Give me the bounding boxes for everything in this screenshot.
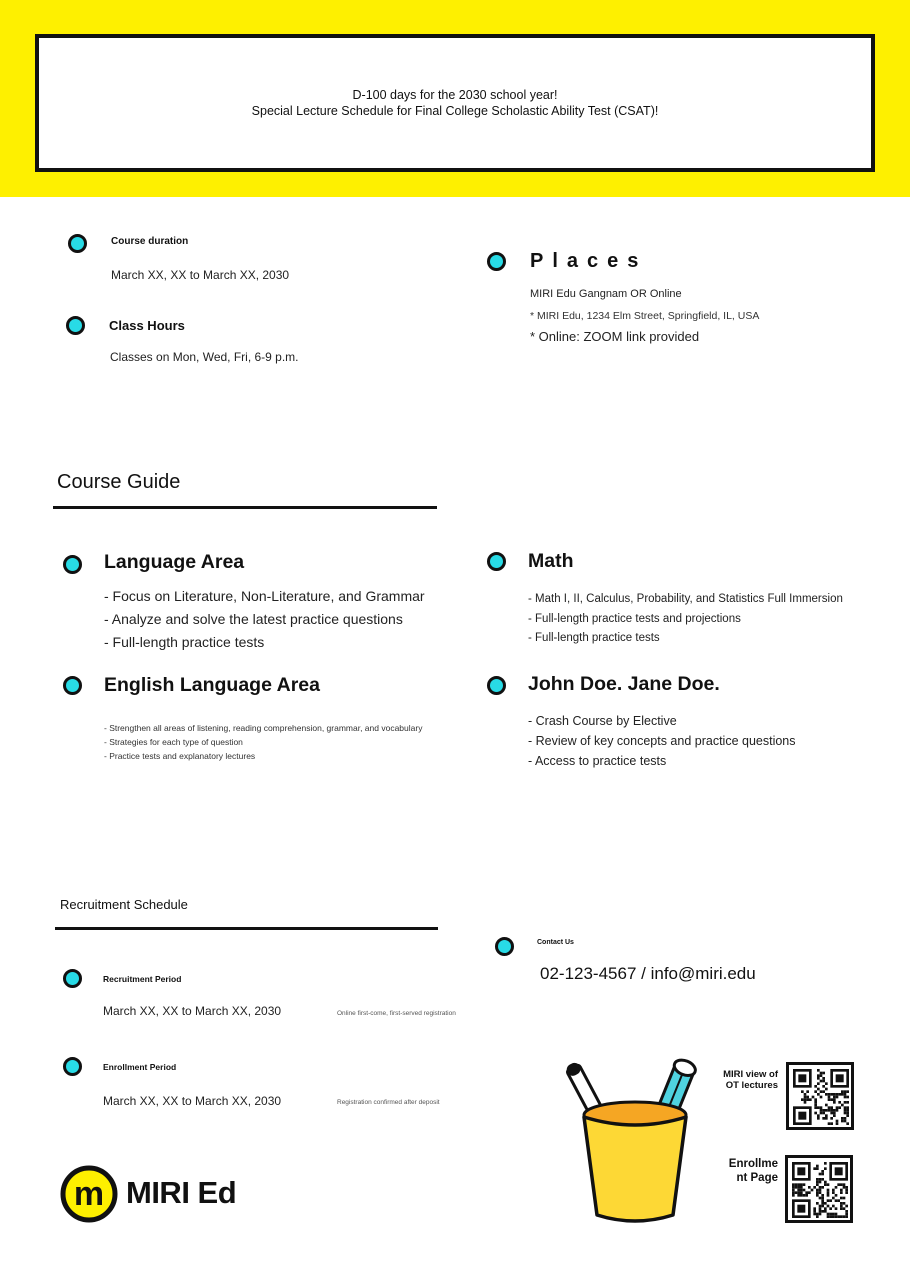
recruitment-divider (55, 927, 438, 930)
recruitment-period-note: Online first-come, first-served registration (337, 1010, 456, 1017)
banner-line-1: D-100 days for the 2030 school year! (352, 88, 558, 102)
area-title-math: Math (528, 550, 574, 572)
list-item: - Crash Course by Elective (528, 714, 677, 728)
area-title-elective: John Doe. Jane Doe. (528, 673, 720, 695)
course-guide-divider (53, 506, 437, 509)
list-item: - Full-length practice tests (104, 634, 265, 650)
places-address: * MIRI Edu, 1234 Elm Street, Springfield, IL, USA (530, 310, 760, 322)
duration-label: Course duration (111, 236, 189, 247)
header-banner (0, 0, 910, 197)
enrollment-period-date: March XX, XX to March XX, 2030 (103, 1094, 282, 1108)
duration-value: March XX, XX to March XX, 2030 (111, 268, 290, 282)
qr-enroll-label-line-2: nt Page (736, 1172, 778, 1184)
pencil-cup-illustration (560, 1055, 710, 1227)
list-item: - Analyze and solve the latest practice questions (104, 611, 403, 627)
places-online: * Online: ZOOM link provided (530, 329, 700, 344)
list-item: - Review of key concepts and practice questions (528, 734, 796, 748)
area-list-language (104, 585, 425, 654)
bullet-dot-icon (495, 937, 514, 956)
places-title: Places (530, 250, 648, 272)
bullet-dot-icon (487, 676, 506, 695)
recruitment-period-date: March XX, XX to March XX, 2030 (103, 1004, 282, 1018)
logo-mark-letter: m (73, 1175, 105, 1213)
area-list-english (104, 721, 422, 763)
list-item: - Practice tests and explanatory lectures (104, 751, 256, 761)
list-item: - Full-length practice tests (528, 632, 660, 644)
logo-text: MIRI Ed (126, 1175, 237, 1210)
bullet-dot-icon (63, 969, 82, 988)
course-guide-title: Course Guide (57, 471, 181, 493)
qr-lectures-label (716, 1069, 778, 1091)
area-title-language: Language Area (104, 551, 245, 573)
bullet-dot-icon (68, 234, 87, 253)
qr-code-enroll-icon[interactable] (785, 1155, 853, 1223)
bullet-dot-icon (63, 555, 82, 574)
enrollment-period-label: Enrollment Period (103, 1062, 177, 1072)
hours-value: Classes on Mon, Wed, Fri, 6-9 p.m. (110, 350, 299, 364)
area-list-elective (528, 711, 796, 771)
list-item: - Access to practice tests (528, 754, 667, 768)
area-title-english: English Language Area (104, 674, 320, 696)
qr-lectures-label-line-2: OT lectures (725, 1080, 778, 1091)
bullet-dot-icon (66, 316, 85, 335)
qr-enroll-label (712, 1157, 778, 1185)
qr-enroll-label-line-1: Enrollme (728, 1158, 778, 1170)
area-list-math (528, 590, 843, 649)
contact-label: Contact Us (537, 939, 574, 946)
list-item: - Strengthen all areas of listening, reading comprehension, grammar, and vocabulary (104, 723, 423, 733)
logo-mark-icon (60, 1165, 118, 1223)
recruitment-period-label: Recruitment Period (103, 974, 182, 984)
places-main: MIRI Edu Gangnam OR Online (530, 288, 682, 300)
list-item: - Focus on Literature, Non-Literature, and Grammar (104, 588, 425, 604)
recruitment-title: Recruitment Schedule (60, 897, 188, 912)
bullet-dot-icon (63, 1057, 82, 1076)
bullet-dot-icon (63, 676, 82, 695)
list-item: - Math I, II, Calculus, Probability, and Statistics Full Immersion (528, 593, 843, 605)
hours-label: Class Hours (109, 318, 185, 333)
enrollment-period-note: Registration confirmed after deposit (337, 1099, 440, 1106)
bullet-dot-icon (487, 252, 506, 271)
bullet-dot-icon (487, 552, 506, 571)
banner-line-2: Special Lecture Schedule for Final College Scholastic Ability Test (CSAT)! (251, 104, 659, 118)
qr-lectures-label-line-1: MIRI view of (723, 1069, 778, 1080)
list-item: - Strategies for each type of question (104, 737, 243, 747)
qr-code-lectures-icon[interactable] (786, 1062, 854, 1130)
contact-value[interactable]: 02-123-4567 / info@miri.edu (540, 964, 756, 983)
list-item: - Full-length practice tests and projections (528, 612, 741, 625)
banner-box (35, 34, 875, 172)
